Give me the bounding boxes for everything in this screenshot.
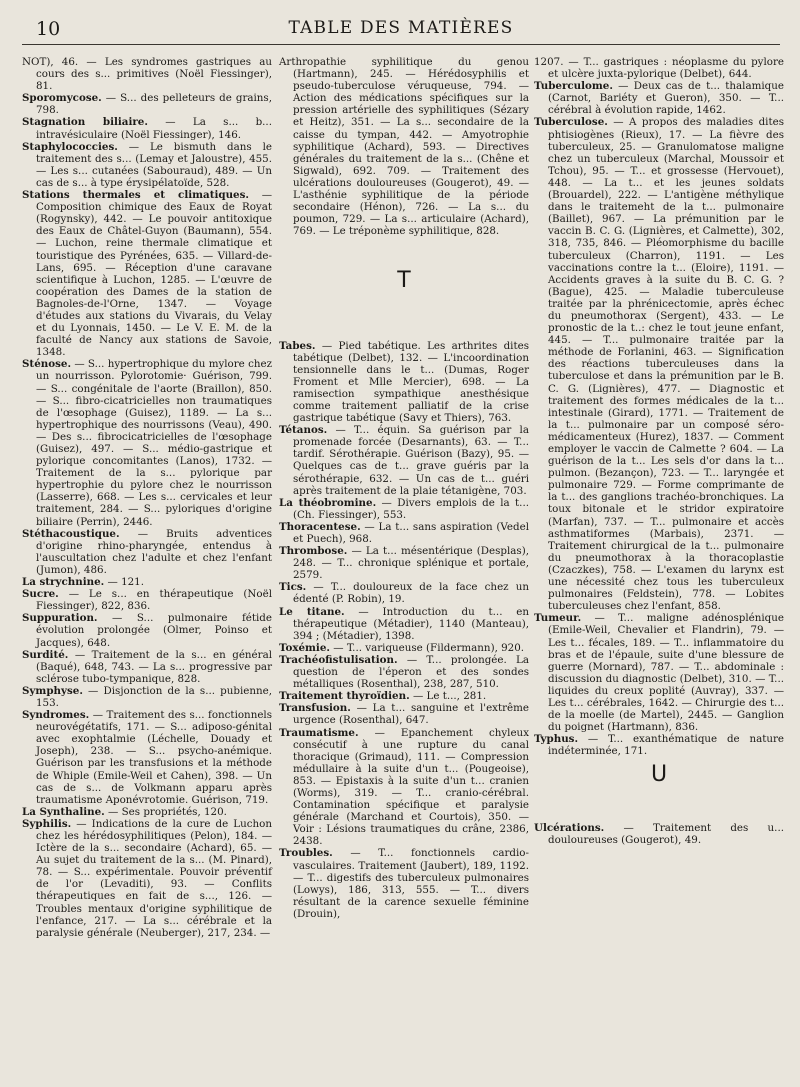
entry-text: — Ses propriétés, 120.	[104, 805, 227, 818]
entry-heading: Tabes.	[279, 339, 316, 352]
index-entry	[279, 847, 529, 920]
entry-text: Arthropathie syphilitique du genou (Hartmann), 245. — Hérédosyphilis et pseudo-tuberculose véruqueuse, 794. — Action des médications spécifiques sur la pression artérielle des syphilitiques (Sézary et Heitz), 351. — La s... secondaire de la caisse du tympan, 442. — Amyotrophie syphilitique (Achard), 593. — Directives générales du traitement de la s... (Chêne et Sigwald), 692. 709. — Traitement des ulcérations douloureuses (Gougerot), 49. — L'asthénie syphilitique de la période secondaire (Hénon), 726. — La s... du poumon, 729. — La s... articulaire (Achard), 769. — Le tréponème syphilitique, 828.	[279, 56, 529, 238]
entry-heading: La Synthaline.	[22, 805, 105, 818]
entry-heading: La strychnine.	[22, 576, 105, 589]
entry-text: — T... maligne adénosplénique (Emile-Weil, Chevalier et Flandrin), 79. — Les t... fécales, 189. — T... inflammatoire du bras et de l'épaule, suite d'une blessure de guerre (Mornard), 787. — T... abdominale : discussion du diagnostic (Delbet), 310. — T... liquides du creux poplité (Auvray), 337. — Les t... cérébrales, 1642. — Chirurgie des t... de la moelle (de Martel), 2445. — Ganglion du poignet (Hartmann), 836.	[548, 612, 784, 734]
entry-text: — Traitement des s... fonctionnels neurovégétatifs, 171. — S... adiposo-génital avec exophtalmie (Léchelle, Douady et Joseph), 238. — S... psycho-anémique. Guérison par les transfusions et la méthode de Whiple (Emile-Weil et Cahen), 398. — Un cas de s... de Volkmann apparu après traumatisme Aponévrotomie. Guérison, 719.	[36, 709, 272, 806]
entry-text: — T... douloureux de la face chez un édenté (P. Robin), 19.	[293, 581, 529, 606]
index-entry	[534, 56, 784, 80]
index-entry	[22, 56, 272, 92]
entry-text: — A propos des maladies dites phtisiogènes (Rieux), 17. — La fièvre des tuberculeux, 25. — Granulomatose maligne chez un tuberculeux (Marchal, Moussoir et Tchou), 95. — T... et grossesse (Hervouet), 448. — La t... et les jeunes soldats (Brouardel), 222. — L'antigène méthylique dans le traitemeht de la t... pulmonaire (Baillet), 967. — La prémunition par le vaccin B. C. G. (Lignières, et Calmette), 302, 318, 735, 846. — Pléomorphisme du bacille tuberculeux (Charron), 1191. — Les vaccinations contre la t... (Eloire), 1191. — Accidents graves à la suite du B. C. G. ? (Bague), 425. — Maladie tuberculeuse traitée par la phrénicectomie, après échec du pneumothorax (Sergent), 433. — Le pronostic de la t..: chez le tout jeune enfant, 445. — T... pulmonaire traitée par la méthode de Forlanini, 463. — Signification des réactions tuberculeuses dans la tuberculose et dans la prémunition par le B. C. G. (Lignières), 477. — Diagnostic et traitement des formes médicales de la t... intestinale (Girard), 1771. — Traitement de la t... pulmonaire par un composé séro-médicamenteux (Hurez), 1837. — Comment employer le vaccin de Calmette ? 604. — La guérison de la t... Les sels d'or dans la t... pulmon. (Bezançon), 723. — T... laryngée et pulmonaire 729. — Forme comprimante de la t... des ganglions trachéo-bronchiques. La toux bitonale et le stridor expiratoire (Marfan), 737. — T... pulmonaire et accès asthmatiformes (Marbais), 2371. — Traitement chirurgical de la t... pulmonaire du pneumothorax à la thoracoplastie (Czaczkes), 758. — L'examen du larynx est une nécessité chez tous les tuberculeux pulmonaires (Feldstein), 778. — Lobites tuberculeuses chez l'enfant, 858.	[548, 116, 784, 613]
index-column-3	[534, 56, 784, 846]
index-entry	[534, 733, 784, 757]
index-entry	[22, 709, 272, 806]
entry-text: — Le bismuth dans le traitement des s... (Lemay et Jaloustre), 455. — Les s... cutanées (Sabouraud), 489. — Un cas de s... à type érysipélatoïde, 528.	[36, 140, 272, 189]
entry-text: — S... pulmonaire fétide évolution prolongée (Olmer, Poinso et Jacques), 648.	[36, 612, 272, 649]
index-entry	[279, 521, 529, 545]
index-entry	[279, 497, 529, 521]
entry-heading: Traitement thyroïdien.	[279, 690, 410, 703]
entry-heading: Sporomycose.	[22, 92, 102, 105]
index-entry	[279, 654, 529, 690]
index-entry	[22, 806, 272, 818]
index-entry	[279, 727, 529, 848]
entry-heading: Suppuration.	[22, 612, 98, 625]
entry-heading: Tétanos.	[279, 424, 328, 437]
entry-text: — La s... b... intravésiculaire (Noël Fiessinger), 146.	[36, 116, 272, 141]
index-entry	[22, 685, 272, 709]
entry-text: — Pied tabétique. Les arthrites dites tabétique (Delbet), 132. — L'incoordination tensionnelle dans le t... (Dumas, Roger Froment et Mlle Mercier), 698. — La ramisection sympathique anesthésique comme traitement palliatif de la crise gastrique tabétique (Savy et Thiers), 763.	[293, 339, 529, 425]
entry-text: — T... prolongée. La question de l'éperon et des sondes métalliques (Rosenthal), 238, 287, 510.	[293, 653, 529, 691]
entry-text: — Indications de la cure de Luchon chez les hérédosyphilitiques (Pelon), 184. — Ictère de la s... secondaire (Achard), 65. — Au sujet du traitement de la s... (M. Pinard), 78. — S... expérimentale. Pouvoir préventif de l'or (Levaditi), 93. — Conflits thérapeutiques en fait de s..., 126. — Troubles mentaux d'origine syphilitique de l'enfance, 217. — La s... cérébrale et la paralysie générale (Neuberger), 217, 234. —	[36, 817, 272, 939]
entry-heading: Tuberculome.	[534, 80, 613, 93]
entry-heading: Symphyse.	[22, 684, 83, 697]
index-entry	[279, 606, 529, 642]
entry-heading: Stations thermales et climatiques.	[22, 189, 249, 202]
index-entry	[22, 189, 272, 358]
entry-heading: Thrombose.	[279, 545, 348, 558]
entry-text: — Traitement des u... douloureuses (Gougerot), 49.	[548, 821, 784, 846]
entry-heading: Tics.	[279, 581, 307, 594]
entry-text: — T... fonctionnels cardio-vasculaires. Traitement (Jaubert), 189, 1192. — T... digestifs des tuberculeux pulmonaires (Lowys), 186, 313, 555. — T... divers résultant de la carence sexuelle féminine (Drouin),	[293, 847, 529, 920]
entry-text: — T... variqueuse (Fildermann), 920.	[329, 641, 525, 654]
entry-text: — S... hypertrophique du mylore chez un nourrisson. Pylorotomie· Guérison, 799. — S... congénitale de l'aorte (Braillon), 850. — S... fibro-cicatricielles non traumatiques de l'œsophage (Guisez), 1189. — La s... hypertrophique des nourrissons (Veau), 490. — Des s... fibrocicatricielles de l'œsophage (Guisez), 497. — S... médio-gastrique et pylorique concomitantes (Lanos), 1732. — Traitement de la s... pylorique par hypertrophie du pylore chez le nourrisson (Lasserre), 668. — Les s... cervicales et leur traitement, 284. — S... pyloriques d'origine biliaire (Perrin), 2446.	[36, 358, 272, 528]
index-column-2	[279, 56, 529, 920]
entry-heading: Le titane.	[279, 605, 345, 618]
entry-text: — Le s... en thérapeutique (Noël Fiessinger), 822, 836.	[36, 588, 272, 613]
entry-heading: Stagnation biliaire.	[22, 116, 148, 129]
entry-text: — Le t..., 281.	[409, 690, 487, 703]
entry-text: — Deux cas de t... thalamique (Carnot, Bariéty et Gueron), 350. — T... cérébral à évolution rapide, 1462.	[548, 80, 784, 117]
entry-text: — Traitement de la s... en général (Baqué), 648, 743. — La s... progressive par sclérose tubo-tympanique, 828.	[36, 648, 272, 685]
index-entry	[22, 588, 272, 612]
entry-heading: Surdité.	[22, 648, 69, 661]
index-entry	[22, 818, 272, 939]
index-entry	[22, 116, 272, 140]
entry-text: — Disjonction de la s... pubienne, 153.	[36, 684, 272, 709]
entry-heading: Tumeur.	[534, 612, 582, 625]
index-entry	[22, 92, 272, 116]
index-entry	[22, 141, 272, 189]
entry-text: NOT), 46. — Les syndromes gastriques au cours des s... primitives (Noël Fiessinger), 81.	[22, 56, 272, 93]
entry-text: — 121.	[104, 576, 145, 589]
entry-text: — Bruits adventices d'origine rhino-pharyngée, entendus à l'auscultation chez l'adulte et chez l'enfant (Jumon), 486.	[36, 527, 272, 576]
entry-text: — La t... sanguine et l'extrême urgence (Rosenthal), 647.	[293, 702, 529, 727]
index-entry	[279, 642, 529, 654]
page-title: TABLE DES MATIÈRES	[288, 18, 514, 38]
entry-heading: Stéthacoustique.	[22, 527, 120, 540]
entry-heading: Traumatisme.	[279, 726, 359, 739]
entry-text: — Introduction du t... en thérapeutique (Métadier), 1140 (Manteau), 394 ; (Métadier), 1398.	[293, 605, 529, 642]
entry-heading: Typhus.	[534, 733, 579, 746]
entry-heading: Syndromes.	[22, 709, 90, 722]
index-entry	[22, 649, 272, 685]
entry-text: — T... équin. Sa guérison par la promenade forcée (Desarnants), 63. — T... tardif. Sérothérapie. Guérison (Bazy), 95. — Quelques cas de t... grave guéris par la sérothérapie, 632. — Un cas de t... guéri après traitement de la plaie tétanigène, 703.	[293, 424, 529, 497]
entry-heading: Toxémie.	[279, 641, 330, 654]
entry-text: 1207. — T... gastriques : néoplasme du pylore et ulcère juxta-pylorique (Delbet), 644.	[534, 56, 784, 81]
index-entry	[279, 424, 529, 497]
index-entry	[534, 80, 784, 116]
page-number: 10	[36, 18, 61, 40]
section-letter: T	[397, 268, 411, 294]
entry-heading: Staphylococcies.	[22, 140, 118, 153]
entry-text: — Epanchement chyleux consécutif à une rupture du canal thoracique (Grimaud), 111. — Compression médullaire à la suite d'un t... (Pougeoise), 853. — Epistaxis à la suite d'un t... cranien (Worms), 319. — T... cranio-cérébral. Contamination spécifique et paralysie générale (Marchand et Courtois), 350. — Voir : Lésions traumatiques du crâne, 2386, 2438.	[293, 726, 529, 848]
entry-heading: Transfusion.	[279, 702, 351, 715]
index-column-1	[22, 56, 272, 939]
index-entry	[279, 340, 529, 425]
index-entry	[279, 702, 529, 726]
index-entry	[534, 822, 784, 846]
entry-heading: Tuberculose.	[534, 116, 608, 129]
index-entry	[22, 528, 272, 576]
index-entry	[22, 576, 272, 588]
entry-text: — La t... mésentérique (Desplas), 248. — T... chronique splénique et portale, 2579.	[293, 545, 529, 582]
index-entry	[22, 358, 272, 527]
page-header	[22, 18, 780, 45]
entry-heading: Thoracentese.	[279, 520, 361, 533]
entry-heading: La théobromine.	[279, 496, 377, 509]
entry-text: — S... des pelleteurs de grains, 798.	[36, 92, 272, 117]
entry-heading: Trachéofistulisation.	[279, 653, 398, 666]
entry-text: — Divers emplois de la t... (Ch. Fiessinger), 553.	[293, 496, 529, 521]
section-letter: U	[650, 762, 668, 788]
index-entry	[279, 56, 529, 237]
entry-heading: Sucre.	[22, 588, 59, 601]
index-entry	[279, 545, 529, 581]
entry-text: — T... exanthématique de nature indéterminée, 171.	[548, 733, 784, 758]
index-entry	[22, 612, 272, 648]
entry-heading: Sténose.	[22, 358, 72, 371]
index-entry	[534, 612, 784, 733]
index-entry	[279, 690, 529, 702]
entry-heading: Syphilis.	[22, 817, 72, 830]
entry-heading: Troubles.	[279, 847, 333, 860]
entry-text: — Composition chimique des Eaux de Royat (Rogynsky), 442. — Le pouvoir antitoxique des Eaux de Châtel-Guyon (Baumann), 554. — Luchon, reine thermale climatique et touristique des Pyrénées, 635. — Villard-de-Lans, 695. — Réception d'une caravane scientifique à Luchon, 1285. — L'œuvre de coopération des Dames de la station de Bagnoles-de-l'Orne, 1347. — Voyage d'études aux stations du Vivarais, du Velay et du Lyonnais, 1450. — Le V. E. M. de la faculté de Nancy aux stations de Savoie, 1348.	[36, 189, 272, 359]
index-entry	[534, 116, 784, 612]
entry-heading: Ulcérations.	[534, 821, 605, 834]
index-entry	[279, 581, 529, 605]
entry-text: — La t... sans aspiration (Vedel et Puech), 968.	[293, 520, 529, 545]
